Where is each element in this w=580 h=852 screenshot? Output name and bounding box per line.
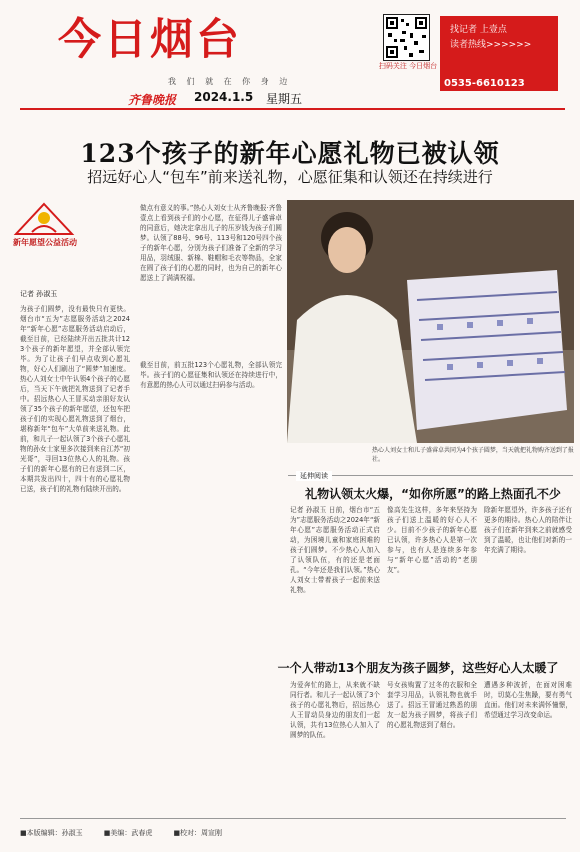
slogan: 我 们 就 在 你 身 边 [168, 77, 292, 86]
issue-date: 2024.1.5 [194, 90, 254, 104]
hotline-line1: 找记者 上壹点 [450, 25, 507, 35]
brand-name: 齐鲁晚报 [128, 93, 177, 107]
sidebar-headline-1: 礼物认领太火爆，“如你所愿”的路上热面孔不少 [305, 487, 561, 501]
newspaper-title: 今日烟台 [58, 15, 242, 65]
column-1: 为孩子们圆梦，没有最快只有更快。烟台市“五为”志愿服务活动之2024年“新年心愿”志愿服务活动启动后，截至目前，已经陆续开出五批共计123个孩子的新年愿望，并全部认领完毕。为了让孩子们早点收到心愿礼物，好心人们刷出了“圆梦”加速度。热心人刘女士中午认领4个孩子的心愿后，当天下午就把礼物送到了记者手中。招远热心人王冒买动亲朋好友认领了35个孩子的新年愿望，还包车把孩子们的实现心愿礼物送到了烟台，堪称新年“包车”大单前来送礼物。此前，和儿子一起认领了3个孩子心愿礼物的孙女士家里多次接到来自江苏“初光哥”，寻回13位热心人的礼物。孩子们的新年心愿有的已有送到二区，本期共发出四十，四十有的心愿礼物已送，孩子们的礼物有陆续开出的。 [20, 305, 130, 493]
qr-code-icon [383, 14, 430, 61]
footer-divider [20, 818, 566, 819]
article-photo [287, 200, 574, 443]
issue-weekday: 星期五 [266, 92, 303, 106]
hotline-line2: 读者热线>>>>>> [450, 40, 532, 50]
column-7: 为爱奔忙的路上，从来就不缺同行者。和儿子一起认领了3个孩子的心愿礼物后，招远热心人王冒动员身边的朋友们一起认领，共有13位热心人加入了圆梦的队伍。 [290, 681, 380, 739]
byline: 记者 孙淑玉 [20, 290, 58, 298]
photo-caption: 热心人刘女士和儿子盛睿卓共同为4个孩子圆梦，当天就把礼物购齐送到了报社。 [372, 447, 574, 463]
article-subhead: 招远好心人“包车”前来送礼物，心愿征集和认领还在持续进行 [87, 168, 493, 186]
column-4: 记者 孙淑玉 日前，烟台市“五为”志愿服务活动之2024年“新年心愿”志愿服务活动正式启动，为困境儿童和家庭困难的孩子们圆梦。不少热心人加入了认领队伍，有的还是老面孔。“今年还是我们认领。”热心人刘女士带着孩子一起前来送礼物。 [290, 506, 380, 594]
column-3: 截至目前，前五批123个心愿礼物，全部认领完毕。孩子们的心愿征集和认领还在持续进行中，有意愿的热心人可以通过扫码参与活动。 [140, 361, 282, 389]
column-5: 像高先生这样，多年来坚持为孩子们送上温暖的好心人不少。目前不少孩子的新年心愿已认领，许多热心人是第一次参与，也有人是连续多年参与“新年心愿”活动的“老朋友”。 [387, 506, 477, 574]
footer-editor: ■本版编辑：孙淑玉 [20, 829, 83, 837]
footer-art: ■美编：武春虎 [103, 829, 153, 837]
section-label: 延伸阅读 [296, 471, 332, 481]
footer-proof: ■校对：周宣刚 [173, 829, 223, 837]
footer-credits [20, 820, 566, 837]
column-2: 做点有意义的事。”热心人刘女士从齐鲁晚报·齐鲁壹点上看到孩子们的小心愿，在征得儿子盛睿卓的同意后，她决定拿出儿子的压岁钱为孩子们圆梦。认领了88号、96号、113号和120号四个孩子的新年心愿，分别为孩子们准备了全新的学习用品，羽绒服、新棉、鞋帽和毛衣等物品，全家在圆了孩子们的心愿的同时，也为自己的新年心愿送上了满满祝福。 [140, 204, 282, 282]
activity-logo-caption: 新年愿望公益活动 [13, 238, 77, 247]
article-headline: 123个孩子的新年心愿礼物已被认领 [80, 139, 500, 168]
sidebar-headline-2: 一个人带动13个朋友为孩子圆梦，这些好心人太暖了 [277, 661, 559, 675]
column-6: 除新年愿望外，许多孩子还有更多的期待。热心人的陪伴让孩子们在新年到来之前就感受到了温暖，也让他们对新的一年充满了期待。 [484, 506, 572, 554]
qr-caption: 扫码关注 今日烟台 [378, 62, 438, 70]
column-8: 号女孩购置了过冬的衣服和全套学习用品，认领礼物也就手送了。招远王冒通过熟悉的朋友一起为孩子圆梦，将孩子们的心愿礼物送到了烟台。 [387, 681, 477, 729]
hotline-phone: 0535-6610123 [444, 78, 525, 89]
column-9: 遭遇多种波折，在面对困难时，切莫心生焦躁，要有勇气直面。他们对未来满怀憧憬，希望通过学习改变命运。 [484, 681, 572, 719]
masthead-divider [20, 108, 565, 110]
